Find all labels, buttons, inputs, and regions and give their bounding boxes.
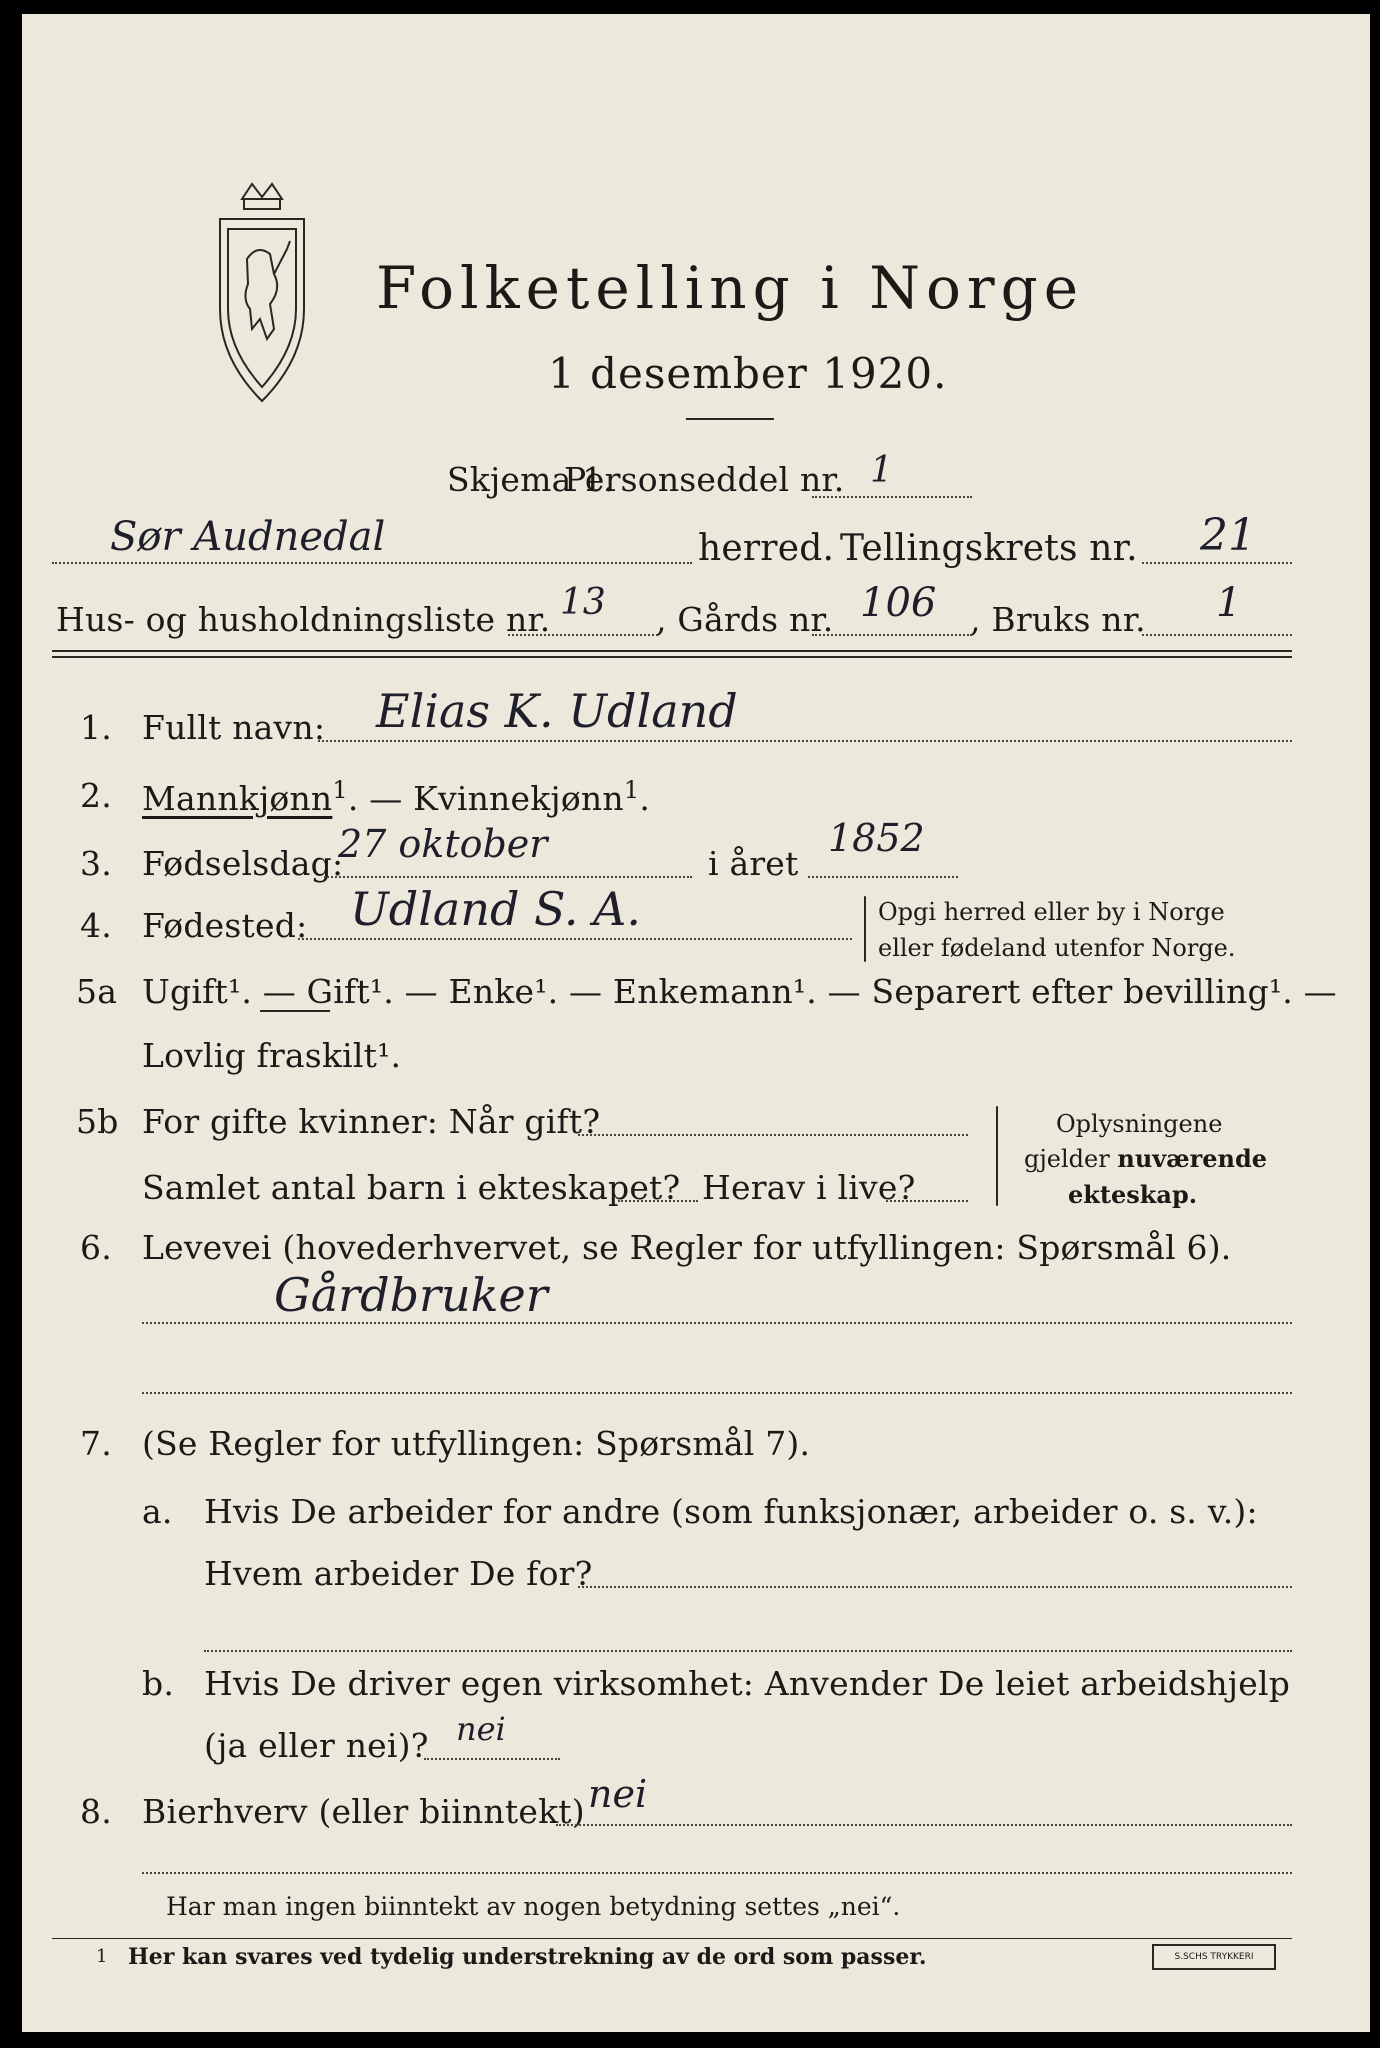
q5b-note-2a: gjelder <box>1024 1145 1110 1173</box>
tellingskrets-label: Tellingskrets nr. <box>840 528 1138 569</box>
q2-kvinne: Kvinnekjønn <box>413 779 624 818</box>
q5a-line-2: Lovlig fraskilt¹. <box>142 1036 402 1075</box>
q4-note-2: eller fødeland utenfor Norge. <box>878 934 1236 962</box>
q7a-line-2: Hvem arbeider De for? <box>204 1554 593 1593</box>
q5a-number: 5a <box>76 972 118 1011</box>
q4-line <box>298 938 852 940</box>
q1-number: 1. <box>80 708 112 747</box>
herred-label: herred. <box>698 528 835 569</box>
husliste-line <box>508 634 658 636</box>
tellingskrets-value: 21 <box>1200 510 1256 561</box>
form-sheet <box>22 14 1370 2032</box>
bruks-label: , Bruks nr. <box>970 600 1146 639</box>
q6-value: Gårdbruker <box>274 1268 548 1322</box>
q5b-barn-line <box>618 1200 698 1202</box>
q8-number: 8. <box>80 1792 112 1831</box>
herred-value: Sør Audnedal <box>110 514 386 560</box>
skjema-label: Skjema 1. <box>447 460 615 499</box>
q7b-line-1: Hvis De driver egen virksomhet: Anvender De leiet arbeidshjelp <box>204 1664 1291 1703</box>
q5a-line-1: Ugift¹. — Gift¹. — Enke¹. — Enkemann¹. — Separert efter bevilling¹. — <box>142 972 1337 1011</box>
q5b-note-1: Oplysningene <box>1056 1110 1223 1138</box>
q7a-letter: a. <box>142 1492 173 1531</box>
husliste-value: 13 <box>560 582 606 623</box>
q2-number: 2. <box>80 776 112 815</box>
q1-line <box>318 740 1292 742</box>
form-date: 1 desember 1920. <box>548 349 948 398</box>
q4-note-1: Opgi herred eller by i Norge <box>878 898 1225 926</box>
personseddel-line <box>812 496 972 498</box>
q5b-live-line <box>886 1200 968 1202</box>
q1-value: Elias K. Udland <box>376 684 738 738</box>
q5b-number: 5b <box>76 1102 119 1141</box>
coat-of-arms-icon <box>212 179 312 404</box>
header-rule-1 <box>52 650 1292 652</box>
q3-aaret-label: i året <box>708 844 799 883</box>
q5a-gift-underline <box>260 1010 330 1012</box>
q8-line-extra <box>142 1872 1292 1874</box>
q6-number: 6. <box>80 1228 112 1267</box>
header-rule-2 <box>52 656 1292 658</box>
q5b-line-2a: Samlet antal barn i ekteskapet? <box>142 1168 681 1207</box>
q5b-note-2 <box>1024 1144 1267 1173</box>
q8-line <box>556 1824 1292 1826</box>
q7-number: 7. <box>80 1424 112 1463</box>
q7-label: (Se Regler for utfyllingen: Spørsmål 7). <box>142 1424 811 1463</box>
gards-value: 106 <box>860 580 937 626</box>
personseddel-value: 1 <box>870 450 893 491</box>
q3-value: 27 oktober <box>338 822 548 866</box>
q6-label: Levevei (hovederhvervet, se Regler for utfyllingen: Spørsmål 6). <box>142 1228 1232 1267</box>
q3-aaret-value: 1852 <box>828 816 925 860</box>
q3-line <box>324 876 692 878</box>
footnote-number: 1 <box>96 1946 108 1967</box>
footnote-text: Her kan svares ved tydelig understrekning av de ord som passer. <box>128 1944 927 1970</box>
q5b-gift-line <box>578 1134 968 1136</box>
form-title: Folketelling i Norge <box>376 254 1085 322</box>
printer-stamp: S.SCHS TRYKKERI <box>1152 1944 1276 1970</box>
q5b-line-2b: Herav i live? <box>702 1168 916 1207</box>
q2-sup1: 1 <box>332 776 348 804</box>
q8-label: Bierhverv (eller biinntekt) <box>142 1792 585 1831</box>
q5b-brace <box>996 1106 998 1206</box>
bruks-line <box>1142 634 1292 636</box>
q7b-line-2: (ja eller nei)? <box>204 1726 429 1765</box>
tellingskrets-line <box>1142 562 1292 564</box>
q7b-value: nei <box>456 1710 506 1748</box>
q4-brace <box>864 896 866 962</box>
title-divider <box>686 418 774 420</box>
q2-mann: Mannkjønn <box>142 779 333 818</box>
q4-label: Fødested: <box>142 906 308 945</box>
q7a-line-extra <box>204 1650 1292 1652</box>
q2-sup2: 1 <box>623 776 640 804</box>
footer-note: Har man ingen biinntekt av nogen betydning settes „nei“. <box>166 1892 901 1921</box>
q3-number: 3. <box>80 844 112 883</box>
herred-line <box>52 562 692 564</box>
q6-line-1 <box>142 1322 1292 1324</box>
gards-line <box>812 634 972 636</box>
q5b-line-1: For gifte kvinner: Når gift? <box>142 1102 601 1141</box>
q5b-note-2b: nuværende <box>1117 1144 1268 1173</box>
q6-line-2 <box>142 1392 1292 1394</box>
q4-value: Udland S. A. <box>350 882 642 936</box>
q7a-line-1: Hvis De arbeider for andre (som funksjonær, arbeider o. s. v.): <box>204 1492 1258 1531</box>
q8-value: nei <box>588 1772 648 1816</box>
q2-end: . <box>639 779 651 818</box>
q5b-note-3: ekteskap. <box>1068 1180 1198 1209</box>
q2-options <box>142 776 650 818</box>
q2-sep: . — <box>347 779 414 818</box>
q7b-line <box>424 1758 560 1760</box>
q4-number: 4. <box>80 906 112 945</box>
bruks-value: 1 <box>1216 580 1242 626</box>
q7a-line <box>578 1586 1292 1588</box>
personseddel-label: Personseddel nr. <box>564 460 845 499</box>
q7b-letter: b. <box>142 1664 175 1703</box>
husliste-label: Hus- og husholdningsliste nr. <box>56 600 551 639</box>
footer-rule <box>52 1938 1292 1939</box>
gards-label: , Gårds nr. <box>656 600 834 639</box>
q3-label: Fødselsdag: <box>142 844 344 883</box>
q3-aaret-line <box>808 876 958 878</box>
q1-label: Fullt navn: <box>142 708 326 747</box>
